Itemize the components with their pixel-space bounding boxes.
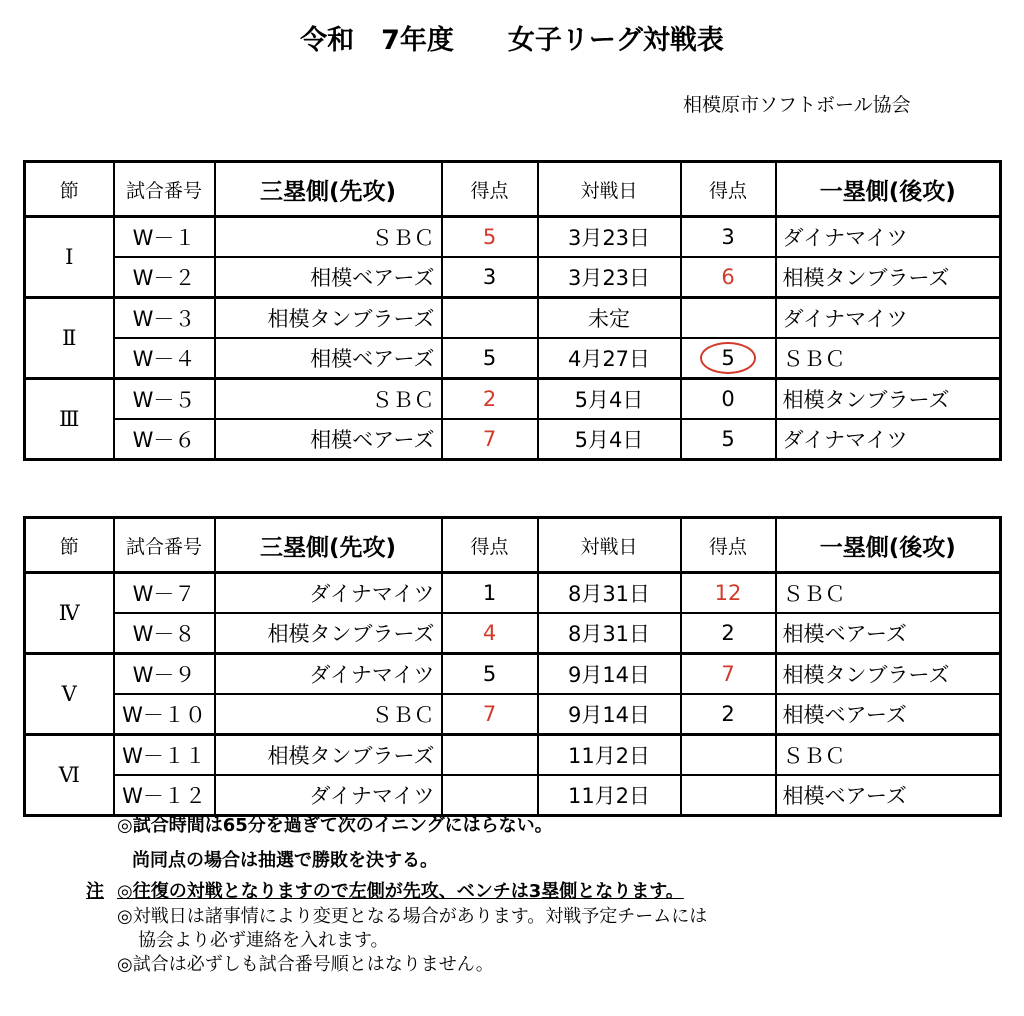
setsu-label: Ⅰ [25,217,114,298]
home-score [681,735,776,776]
tie-score-circle: 5 [700,342,756,374]
home-team: ダイナマイツ [776,298,1001,339]
match-date: 11月2日 [538,735,681,776]
table-row [25,694,1001,735]
away-team: 相模タンブラーズ [215,613,442,654]
match-date: 5月4日 [538,379,681,420]
home-score [681,775,776,816]
home-team: 相模タンブラーズ [776,654,1001,695]
home-team: 相模ベアーズ [776,775,1001,816]
note-date-change: ◎対戦日は諸事情により変更となる場合があります。対戦予定チームには [117,906,708,927]
header-away-score: 得点 [442,518,538,573]
table-row [25,338,1001,379]
note-label: 注 [86,881,104,902]
match-date: 3月23日 [538,257,681,298]
schedule-table-1 [23,160,1002,461]
schedule-table-2 [23,516,1002,817]
away-team: ＳＢＣ [215,217,442,258]
table-row [25,735,1001,776]
note-contact: 協会より必ず連絡を入れます。 [138,930,389,951]
home-score [681,338,776,379]
match-number: W－１１ [114,735,215,776]
home-team: ＳＢＣ [776,735,1001,776]
home-score: 12 [681,573,776,614]
away-team: 相模タンブラーズ [215,298,442,339]
match-date: 5月4日 [538,419,681,460]
match-number: W－２ [114,257,215,298]
away-score: 3 [442,257,538,298]
home-team: 相模タンブラーズ [776,257,1001,298]
header-home-score: 得点 [681,518,776,573]
setsu-section [25,379,1001,460]
home-score: 0 [681,379,776,420]
header-away: 三塁側(先攻) [215,162,442,217]
home-score: 7 [681,654,776,695]
header-home: 一塁側(後攻) [776,162,1001,217]
setsu-section [25,735,1001,816]
setsu-label: Ⅵ [25,735,114,816]
table-row [25,257,1001,298]
away-score: 7 [442,419,538,460]
match-number: W－４ [114,338,215,379]
home-score: 2 [681,694,776,735]
organization-name: 相模原市ソフトボール協会 [683,94,911,116]
away-team: ダイナマイツ [215,654,442,695]
match-number: W－１０ [114,694,215,735]
away-team: 相模タンブラーズ [215,735,442,776]
match-number: W－９ [114,654,215,695]
table-row [25,613,1001,654]
match-number: W－８ [114,613,215,654]
match-date: 9月14日 [538,654,681,695]
away-team: ダイナマイツ [215,775,442,816]
header-away: 三塁側(先攻) [215,518,442,573]
away-score: 2 [442,379,538,420]
home-score: 6 [681,257,776,298]
away-score [442,298,538,339]
home-team: ダイナマイツ [776,419,1001,460]
away-team: ＳＢＣ [215,694,442,735]
away-score: 5 [442,338,538,379]
away-score [442,775,538,816]
home-team: ＳＢＣ [776,338,1001,379]
setsu-section [25,217,1001,298]
away-team: 相模ベアーズ [215,257,442,298]
setsu-section [25,573,1001,654]
match-date: 3月23日 [538,217,681,258]
table-header-row [25,162,1001,217]
header-home-score: 得点 [681,162,776,217]
table-row [25,573,1001,614]
header-home: 一塁側(後攻) [776,518,1001,573]
header-away-score: 得点 [442,162,538,217]
header-match-no: 試合番号 [114,162,215,217]
home-team: 相模タンブラーズ [776,379,1001,420]
header-setsu: 節 [25,518,114,573]
home-score: 3 [681,217,776,258]
setsu-label: Ⅱ [25,298,114,379]
setsu-section [25,654,1001,735]
away-score: 4 [442,613,538,654]
setsu-label: Ⅴ [25,654,114,735]
table-header-row [25,518,1001,573]
setsu-label: Ⅳ [25,573,114,654]
header-setsu: 節 [25,162,114,217]
header-date: 対戦日 [538,518,681,573]
away-team: ＳＢＣ [215,379,442,420]
setsu-label: Ⅲ [25,379,114,460]
match-date: 未定 [538,298,681,339]
home-team: ダイナマイツ [776,217,1001,258]
note-rule-time: ◎試合時間は65分を過ぎて次のイニングにはらない。 [117,815,553,836]
match-date: 8月31日 [538,613,681,654]
table-row [25,419,1001,460]
match-date: 4月27日 [538,338,681,379]
setsu-section [25,298,1001,379]
away-team: 相模ベアーズ [215,419,442,460]
note-order: ◎試合は必ずしも試合番号順とはなりません。 [117,954,494,975]
match-date: 11月2日 [538,775,681,816]
page-title: 令和 7年度 女子リーグ対戦表 [300,25,724,56]
match-number: W－５ [114,379,215,420]
table-row [25,298,1001,339]
match-number: W－３ [114,298,215,339]
table-row [25,775,1001,816]
header-date: 対戦日 [538,162,681,217]
away-score: 5 [442,654,538,695]
away-score: 5 [442,217,538,258]
match-number: W－７ [114,573,215,614]
home-score: 5 [681,419,776,460]
note-rule-tie: 尚同点の場合は抽選で勝敗を決する。 [132,850,438,871]
away-team: ダイナマイツ [215,573,442,614]
away-team: 相模ベアーズ [215,338,442,379]
home-team: 相模ベアーズ [776,694,1001,735]
home-team: ＳＢＣ [776,573,1001,614]
header-match-no: 試合番号 [114,518,215,573]
table-row [25,654,1001,695]
home-team: 相模ベアーズ [776,613,1001,654]
match-number: W－１２ [114,775,215,816]
away-score: 7 [442,694,538,735]
note-home-away: ◎往復の対戦となりますので左側が先攻、ベンチは3塁側となります。 [117,881,684,902]
home-score [681,298,776,339]
match-number: W－１ [114,217,215,258]
match-date: 8月31日 [538,573,681,614]
away-score: 1 [442,573,538,614]
away-score [442,735,538,776]
table-row [25,217,1001,258]
home-score: 2 [681,613,776,654]
table-row [25,379,1001,420]
match-number: W－６ [114,419,215,460]
match-date: 9月14日 [538,694,681,735]
